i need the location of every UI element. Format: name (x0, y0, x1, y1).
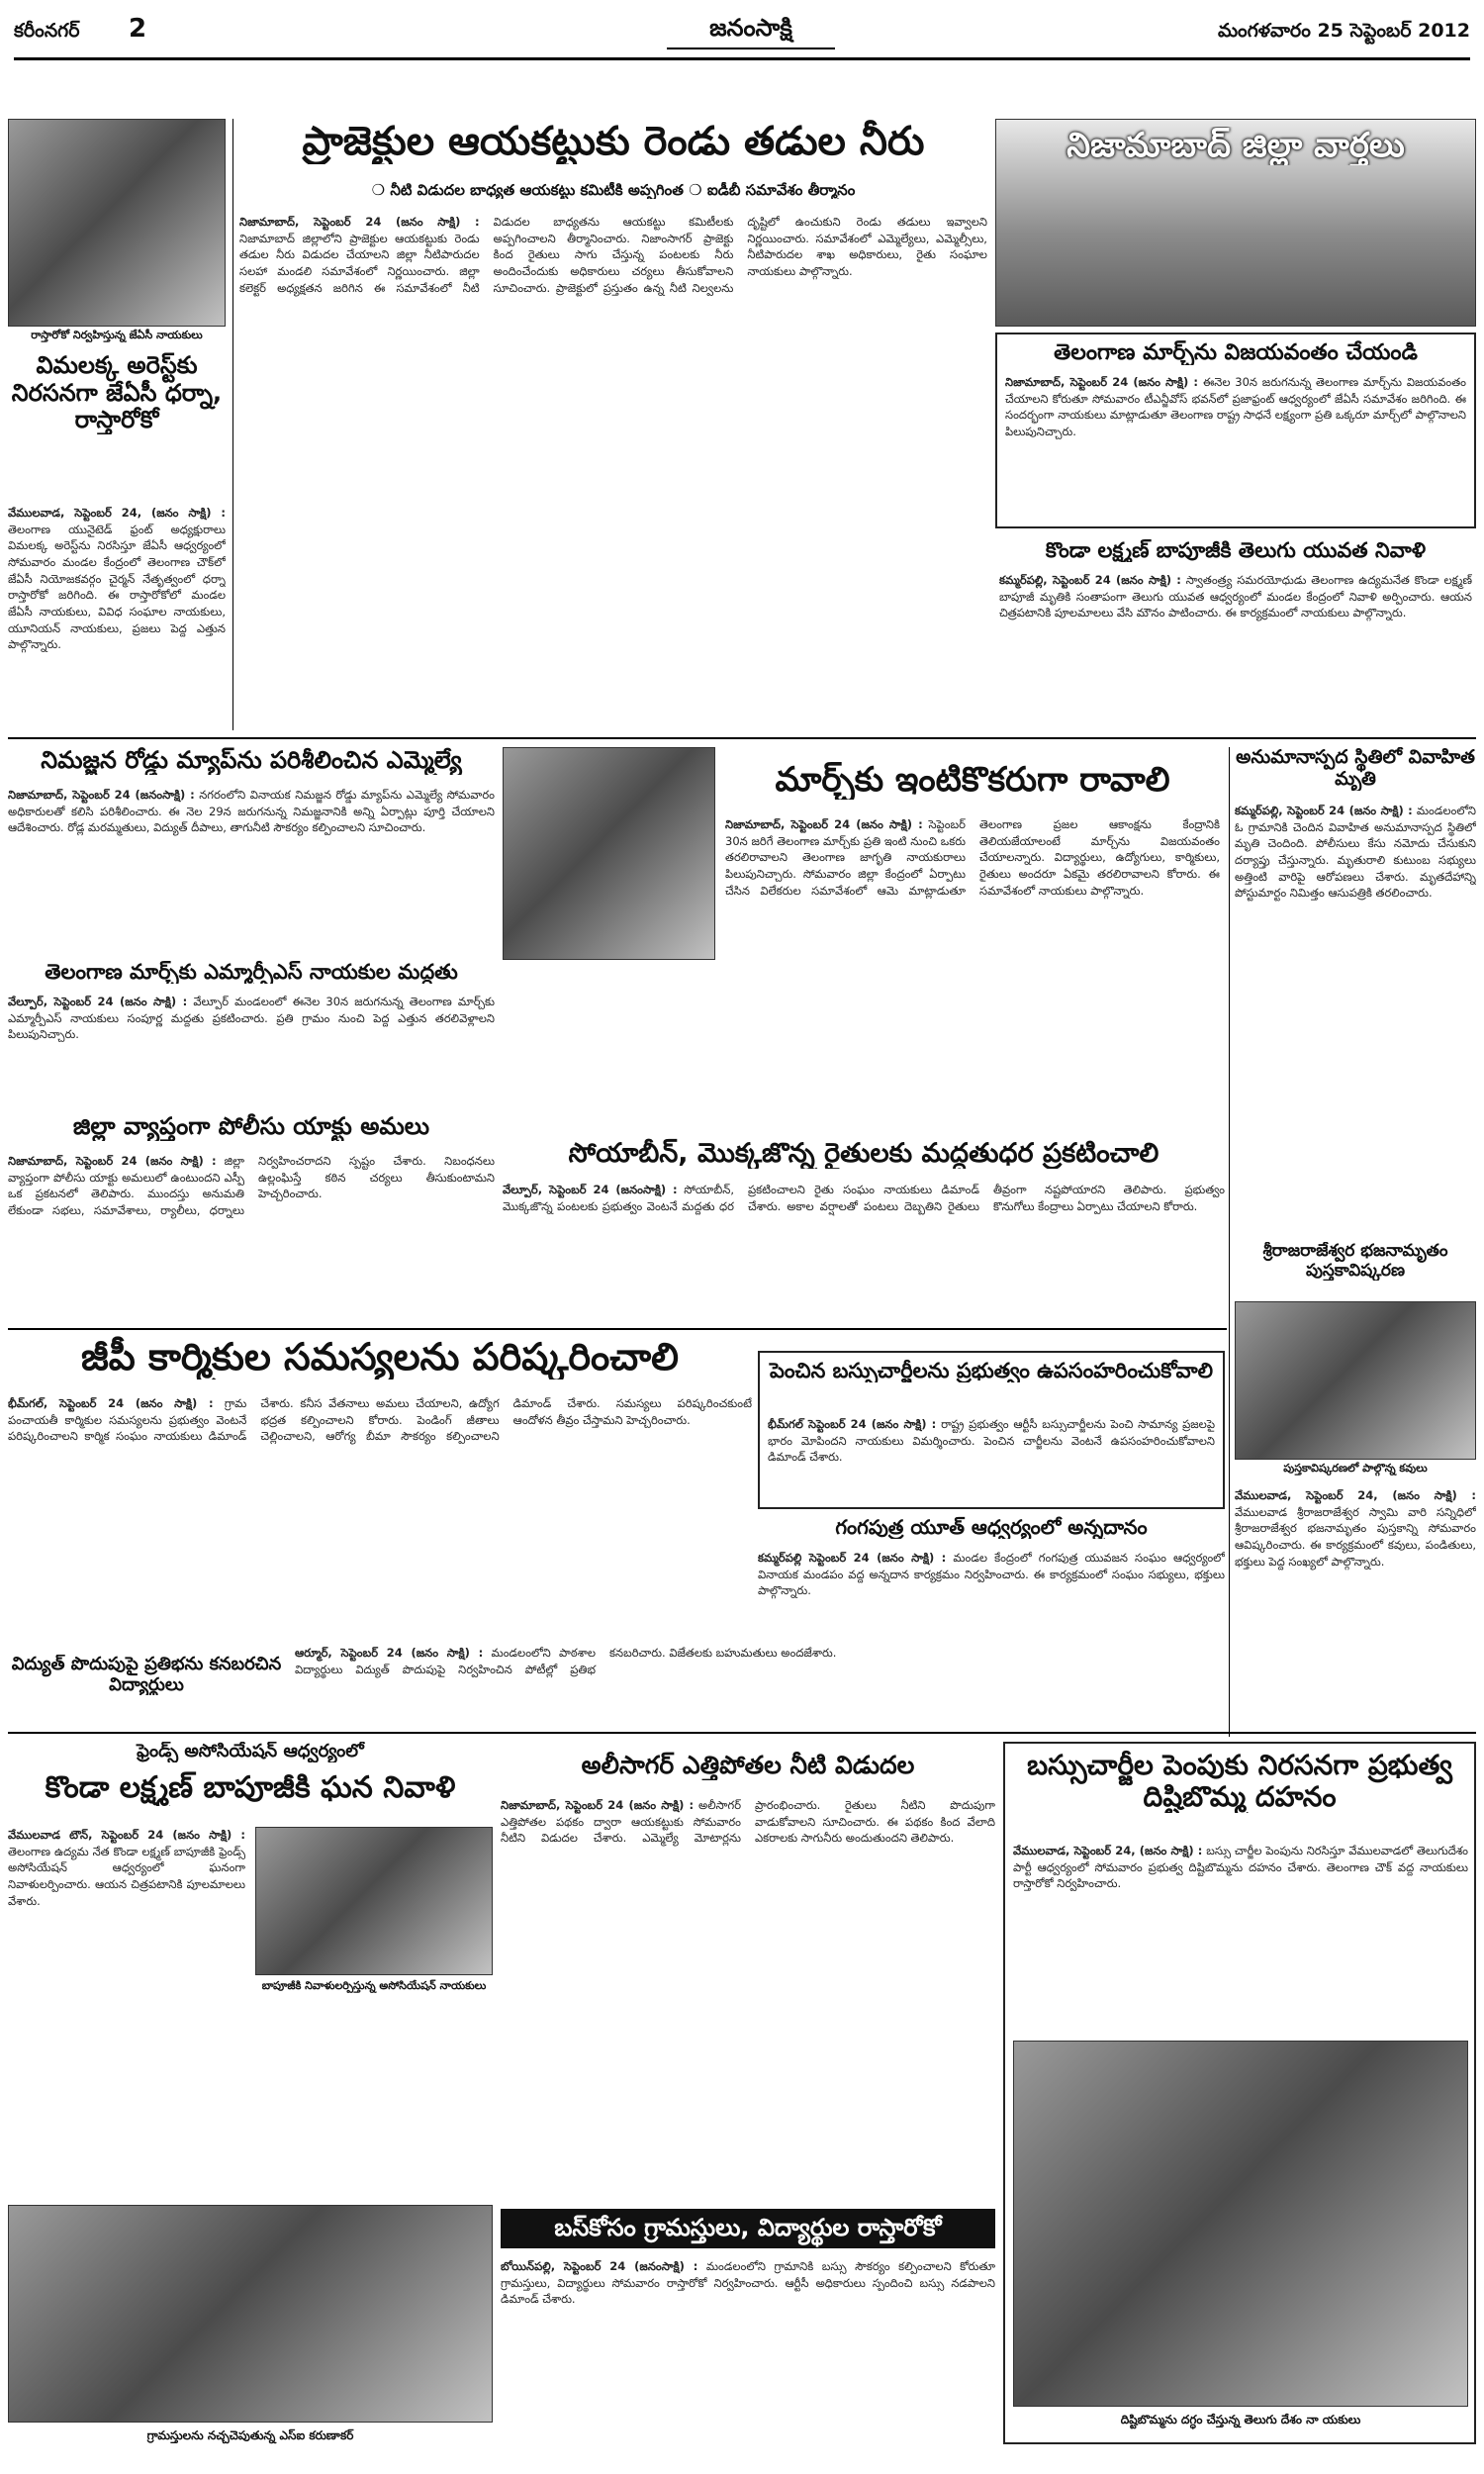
photo-caption: గ్రామస్తులను నచ్చచెపుతున్న ఎస్ఐ కరుణాకర్ (146, 2428, 354, 2442)
dateline: భీమ్‌గల్ సెప్టెంబర్ 24 (జనం సాక్షి) : (768, 1417, 937, 1431)
story-headline: నిమజ్జన రోడ్డు మ్యాప్‌ను పరిశీలించిన ఎమ్మెల్యే (41, 747, 462, 774)
body-text: జిల్లా వ్యాప్తంగా పోలీసు యాక్టు అమలులో ఉంటుందని ఎస్పీ ఒక ప్రకటనలో తెలిపారు. ముందస్తు అనుమతి లేకుండా సభలు, సమావేశాలు, ర్యాలీలు, ధర్నాలు నిర్వహించరాదని స్పష్టం చేశారు. నిబంధనలు ఉల్లంఘిస్తే కఠిన చర్యలు తీసుకుంటామని హెచ్చరించారు. (8, 1154, 495, 1218)
dateline: వేములవాడ, సెప్టెంబర్ 24, (జనం సాక్షి) : (8, 506, 226, 520)
story-friends-association-tribute (8, 1742, 493, 2197)
story-headline: పెంచిన బస్సుచార్జీలను ప్రభుత్వం ఉపసంహరించుకోవాలి (769, 1359, 1214, 1382)
dateline: వేములవాడ, సెప్టెంబర్ 24, (జనం సాక్షి) : (1235, 1488, 1476, 1502)
story-power-saving-students (8, 1645, 1227, 1724)
story-bapuji-tribute (995, 534, 1476, 730)
story-soybean-maize (503, 1138, 1225, 1326)
dateline: వేములవాడ టౌన్, సెప్టెంబర్ 24 (జనం సాక్షి) : (8, 1828, 245, 1842)
dateline: ఆర్మూర్, సెప్టెంబర్ 24 (జనం సాక్షి) : (295, 1646, 484, 1660)
story-headline: బస్సుచార్జీల పెంపుకు నిరసనగా ప్రభుత్వ దిష్టిబొమ్మ దహనం (1027, 1750, 1452, 1814)
district-news-banner (995, 119, 1476, 327)
masthead-date: మంగళవారం 25 సెప్టెంబర్ 2012 (1217, 20, 1470, 42)
body-text: మండలంలోని పాఠశాల విద్యార్థులు విద్యుత్ పొదుపుపై నిర్వహించిన పోటీల్లో ప్రతిభ కనబరిచారు. విజేతలకు బహుమతులు అందజేశారు. (295, 1646, 837, 1676)
story-body (758, 1550, 1225, 1635)
story-body (1013, 1843, 1468, 2031)
book-release-headline: శ్రీరాజరాజేశ్వర భజనామృతం పుస్తకావిష్కరణ (1262, 1242, 1448, 1281)
dateline: కమ్మర్‌పల్లి, సెప్టెంబర్ 24 (జనం సాక్షి) : (999, 573, 1181, 587)
photo-caption: రాస్తారోకో నిర్వహిస్తున్న జేఏసీ నాయకులు (31, 329, 203, 341)
story-headline: సోయాబీన్, మొక్కజొన్న రైతులకు మద్దతుధర ప్రకటించాలి (568, 1138, 1159, 1169)
protest-photo (8, 119, 226, 327)
story-headline: తెలంగాణ మార్చ్‌కు ఎమ్మార్పీఎస్ నాయకుల మద్దతు (45, 960, 458, 984)
dateline: నిజామాబాద్, సెప్టెంబర్ 24 (జనం సాక్షి) : (1005, 375, 1198, 389)
story-married-woman-death (1235, 747, 1476, 1737)
newspaper-logo: జనంసాక్షి (667, 14, 835, 49)
story-headline: జీపీ కార్మికుల సమస్యలను పరిష్కరించాలి (80, 1336, 680, 1379)
story-headline: అనుమానాస్పద స్థితిలో వివాహిత మృతి (1236, 747, 1475, 790)
masthead (14, 8, 1470, 55)
body-text: గ్రామ పంచాయతీ కార్మికుల సమస్యలను ప్రభుత్వం వెంటనే పరిష్కరించాలని కార్మిక సంఘం నాయకులు డిమాండ్ చేశారు. కనీస వేతనాలు అమలు చేయాలని, ఉద్యోగ భద్రత కల్పించాలని కోరారు. పెండింగ్ జీతాలు చెల్లించాలని, ఆరోగ్య బీమా సౌకర్యం కల్పించాలని డిమాండ్ చేశారు. సమస్యలు పరిష్కరించకుంటే ఆందోళన తీవ్రం చేస్తామని హెచ్చరించారు. (8, 1396, 752, 1444)
story-mrps-support (8, 960, 495, 1108)
photo-caption: బాపూజీకి నివాళులర్పిస్తున్న అసోసియేషన్ నాయకులు (261, 1979, 487, 1992)
story-headline: అలీసాగర్ ఎత్తిపోతల నీటి విడుదల (581, 1752, 915, 1779)
story-kicker: ఫ్రెండ్స్ అసోసియేషన్ ఆధ్వర్యంలో (137, 1742, 364, 1761)
story-bus-charge-rollback (758, 1351, 1225, 1509)
story-body (295, 1645, 1225, 1722)
column-divider (1229, 747, 1230, 1737)
dateline: కమ్మర్‌పల్లి, సెప్టెంబర్ 24 (జనం సాక్షి) : (1235, 804, 1413, 817)
story-immersion-road (8, 747, 495, 955)
body-text: మండలంలోని గ్రామానికి బస్సు సౌకర్యం కల్పించాలని కోరుతూ గ్రామస్తులు, విద్యార్థులు సోమవారం రాస్తారోకో నిర్వహించారు. ఆర్టీసీ అధికారులు స్పందించి బస్సు నడపాలని డిమాండ్ చేశారు. (501, 2259, 995, 2307)
page-number: 2 (129, 14, 147, 44)
body-text: సెప్టెంబర్ 30న జరిగే తెలంగాణ మార్చ్‌కు ప్రతి ఇంటి నుంచి ఒకరు తరలిరావాలని తెలంగాణ జాగృతి నాయకురాలు పిలుపునిచ్చారు. సోమవారం జిల్లా కేంద్రంలో ఏర్పాటు చేసిన విలేకరుల సమావేశంలో ఆమె మాట్లాడుతూ తెలంగాణ ప్రజల ఆకాంక్షను కేంద్రానికి తెలియజేయాలంటే మార్చ్‌ను విజయవంతం చేయాలన్నారు. విద్యార్థులు, ఉద్యోగులు, కార్మికులు, రైతులు అందరూ ఏకమై తరలిరావాలని కోరారు. ఈ సమావేశంలో నాయకులు పాల్గొన్నారు. (725, 817, 1220, 898)
story-body-top (725, 816, 1220, 960)
book-release-photo (1235, 1301, 1476, 1460)
story-body (8, 505, 226, 727)
effigy-photo (1013, 2041, 1468, 2407)
story-bus-rastaroko (8, 2205, 995, 2452)
section-divider (8, 1328, 1227, 1330)
body-text: తెలంగాణ ఉద్యమ నేత కొండా లక్ష్మణ్ బాపూజీకి ఫ్రెండ్స్ అసోసియేషన్ ఆధ్వర్యంలో ఘనంగా నివాళులర్పించారు. ఆయన చిత్రపటానికి పూలమాలలు వేశారు. (8, 1844, 245, 1908)
body-text: సోయాబీన్, మొక్కజొన్న పంటలకు ప్రభుత్వం వెంటనే మద్దతు ధర ప్రకటించాలని రైతు సంఘం నాయకులు డిమాండ్ చేశారు. అకాల వర్షాలతో పంటలు దెబ్బతిని రైతులు తీవ్రంగా నష్టపోయారని తెలిపారు. ప్రభుత్వం కొనుగోలు కేంద్రాలు ఏర్పాటు చేయాలని కోరారు. (503, 1183, 1225, 1213)
body-text: మండల కేంద్రంలో గంగపుత్ర యువజన సంఘం ఆధ్వర్యంలో వినాయక మండపం వద్ద అన్నదాన కార్యక్రమం నిర్వహించారు. ఈ కార్యక్రమంలో సంఘం సభ్యులు, భక్తులు పాల్గొన్నారు. (758, 1551, 1225, 1598)
body-text: రాష్ట్ర ప్రభుత్వం ఆర్టీసీ బస్సుచార్జీలను పెంచి సామాన్య ప్రజలపై భారం మోపిందని నాయకులు విమర్శించారు. పెంచిన చార్జీలను వెంటనే ఉపసంహరించుకోవాలని డిమాండ్ చేశారు. (768, 1417, 1215, 1465)
dateline: భీమ్‌గల్, సెప్టెంబర్ 24 (జనం సాక్షి) : (8, 1396, 214, 1410)
tribute-photo (255, 1827, 493, 1975)
story-project-water (239, 119, 987, 730)
body-text: వేములవాడ శ్రీరాజరాజేశ్వర స్వామి వారి సన్నిధిలో శ్రీరాజరాజేశ్వర భజనామృతం పుస్తకాన్ని సోమవారం ఆవిష్కరించారు. ఈ కార్యక్రమంలో కవులు, పండితులు, భక్తులు పెద్ద సంఖ్యలో పాల్గొన్నారు. (1235, 1504, 1476, 1569)
lead-subhead: ❍ నీటి విడుదల బాధ్యత ఆయకట్టు కమిటీకి అప్పగింత ❍ ఐడీబీ సమావేశం తీర్మానం (371, 182, 856, 199)
story-headline: బస్‌కోసం గ్రామస్తులు, విద్యార్థుల రాస్తారోకో (501, 2209, 995, 2248)
dateline: కమ్మర్‌పల్లి సెప్టెంబర్ 24 (జనం సాక్షి) : (758, 1551, 947, 1565)
dateline: బోయిన్‌పల్లి, సెప్టెంబర్ 24 (జనంసాక్షి) : (501, 2259, 698, 2273)
story-headline: కొండా లక్ష్మణ్ బాపూజీకి ఘన నివాళి (45, 1771, 456, 1805)
story-body (1235, 803, 1476, 1238)
lead-body (239, 214, 987, 728)
body-text: ఈనెల 30న జరుగనున్న తెలంగాణ మార్చ్‌ను విజయవంతం చేయాలని కోరుతూ సోమవారం టీఎన్జీవోస్ భవన్‌లో ప్రజాఫ్రంట్ ఆధ్వర్యంలో జేఏసీ సమావేశం జరిగింది. ఈ సందర్భంగా నాయకులు మాట్లాడుతూ తెలంగాణ రాష్ట్ర సాధనే లక్ష్యంగా ప్రతి ఒక్కరూ మార్చ్‌లో పాల్గొనాలని పిలుపునిచ్చారు. (1005, 375, 1466, 439)
story-alisagar-lift (501, 1742, 995, 2197)
masthead-divider (14, 57, 1470, 60)
photo-caption: పుస్తకావిష్కరణలో పాల్గొన్న కవులు (1283, 1462, 1428, 1475)
dateline: నిజామాబాద్, సెప్టెంబర్ 24 (జనం సాక్షి) : (239, 215, 480, 229)
dateline: వేల్పూర్, సెప్టెంబర్ 24 (జనం సాక్షి) : (8, 995, 188, 1008)
story-gp-workers (8, 1336, 752, 1638)
story-body (1005, 374, 1466, 523)
body-text: వేల్పూర్ మండలంలో ఈనెల 30న జరుగనున్న తెలంగాణ మార్చ్‌కు ఎమ్మార్పీఎస్ నాయకులు సంపూర్ణ మద్దతు ప్రకటించారు. ప్రతి గ్రామం నుంచి పెద్ద ఎత్తున తరలివెళ్లాలని పిలుపునిచ్చారు. (8, 995, 495, 1042)
story-effigy-burning (1003, 1742, 1476, 2444)
story-headline: విమలక్క అరెస్ట్‌కు నిరసనగా జేఏసీ ధర్నా, రాస్తారోకో (11, 352, 223, 434)
speaker-photo (503, 747, 715, 960)
body-text: నిజామాబాద్ జిల్లాలోని ప్రాజెక్టుల ఆయకట్టుకు రెండు తడుల నీరు విడుదల చేయాలని జిల్లా నీటిపారుదల సలహా మండలి సమావేశంలో నిర్ణయించారు. జిల్లా కలెక్టర్ అధ్యక్షతన జరిగిన ఈ సమావేశంలో నీటి విడుదల బాధ్యతను ఆయకట్టు కమిటీలకు అప్పగించాలని తీర్మానించారు. నిజాంసాగర్ ప్రాజెక్టు కింద రైతులు సాగు చేస్తున్న పంటలకు నీరు అందించేందుకు అధికారులు చర్యలు తీసుకోవాలని సూచించారు. ప్రాజెక్టులో ప్రస్తుతం ఉన్న నీటి నిల్వలను దృష్టిలో ఉంచుకుని రెండు తడులు ఇవ్వాలని నిర్ణయించారు. సమావేశంలో ఎమ్మెల్యేలు, ఎమ్మెల్సీలు, నీటిపారుదల శాఖ అధికారులు, రైతు సంఘాల నాయకులు పాల్గొన్నారు. (239, 215, 987, 295)
dateline: వేములవాడ, సెప్టెంబర్ 24, (జనం సాక్షి) : (1013, 1844, 1203, 1857)
masthead-location: కరీంనగర్ (14, 20, 80, 42)
story-body (8, 1153, 495, 1319)
story-body (8, 994, 495, 1106)
dateline: వేల్పూర్, సెప్టెంబర్ 24 (జనంసాక్షి) : (503, 1183, 678, 1196)
body-text: తెలంగాణ యునైటెడ్ ఫ్రంట్ అధ్యక్షురాలు విమలక్క అరెస్ట్‌ను నిరసిస్తూ జేఏసీ ఆధ్వర్యంలో సోమవారం మండల కేంద్రంలో తెలంగాణ చౌక్‌లో జేఏసీ నియోజకవర్గం చైర్మన్ నేతృత్వంలో ధర్నా రాస్తారోకో జరిగింది. ఈ రాస్తారోకోలో మండల జేఏసీ నాయకులు, వివిధ సంఘాల నాయకులు, యూనియన్ నాయకులు, ప్రజలు పెద్ద ఎత్తున పాల్గొన్నారు. (8, 522, 226, 652)
story-headline: విద్యుత్ పొదుపుపై ప్రతిభను కనబరచిన విద్యార్థులు (11, 1655, 282, 1695)
story-body (8, 1395, 752, 1636)
story-telangana-march (995, 333, 1476, 528)
body-text: అలీసాగర్ ఎత్తిపోతల పథకం ద్వారా ఆయకట్టుకు సోమవారం నీటిని విడుదల చేశారు. ఎమ్మెల్యే మోటార్లను ప్రారంభించారు. రైతులు నీటిని పొదుపుగా వాడుకోవాలని సూచించారు. ఈ పథకం కింద వేలాది ఎకరాలకు సాగునీరు అందుతుందని తెలిపారు. (501, 1798, 995, 1846)
body-text: స్వాతంత్ర్య సమరయోధుడు తెలంగాణ ఉద్యమనేత కొండా లక్ష్మణ్ బాపూజీ మృతికి సంతాపంగా తెలుగు యువత ఆధ్వర్యంలో మండల కేంద్రంలో నివాళి అర్పించారు. ఆయన చిత్రపటానికి పూలమాలలు వేసి మౌనం పాటించారు. ఈ కార్యక్రమంలో నాయకులు పాల్గొన్నారు. (999, 573, 1472, 620)
story-body (503, 1182, 1225, 1324)
villagers-photo (8, 2205, 493, 2423)
section-divider (8, 1732, 1476, 1734)
story-headline: తెలంగాణ మార్చ్‌ను విజయవంతం చేయండి (1054, 340, 1418, 365)
story-headline: గంగపుత్ర యూత్ ఆధ్వర్యంలో అన్నదానం (835, 1516, 1148, 1539)
banner-title: నిజామాబాద్ జిల్లా వార్తలు (1067, 127, 1405, 165)
body-text: మండలంలోని ఓ గ్రామానికి చెందిన వివాహిత అనుమానాస్పద స్థితిలో మృతి చెందింది. పోలీసులు కేసు నమోదు చేసుకుని దర్యాప్తు చేస్తున్నారు. మృతురాలి కుటుంబ సభ్యులు అత్తింటి వారిపై ఆరోపణలు చేశారు. మృతదేహాన్ని పోస్టుమార్టం నిమిత్తం ఆసుపత్రికి తరలించారు. (1235, 804, 1476, 901)
story-body (501, 1797, 995, 2193)
book-release-body (1235, 1487, 1476, 1733)
story-body (768, 1416, 1215, 1505)
lead-headline: ప్రాజెక్టుల ఆయకట్టుకు రెండు తడుల నీరు (302, 119, 925, 164)
column-divider (232, 119, 233, 730)
story-headline: కొండా లక్ష్మణ్ బాపూజీకి తెలుగు యువత నివాళి (1045, 538, 1427, 562)
story-gangaputra-annadanam (758, 1514, 1225, 1638)
story-police-act (8, 1113, 495, 1321)
story-headline: మార్చ్‌కు ఇంటికొకరుగా రావాలి (775, 761, 1170, 800)
story-body (999, 572, 1472, 726)
story-march-household (503, 747, 1225, 1133)
story-body (8, 787, 495, 953)
dateline: నిజామాబాద్, సెప్టెంబర్ 24 (జనంసాక్షి) : (8, 788, 195, 802)
story-body (501, 2258, 995, 2448)
dateline: నిజామాబాద్, సెప్టెంబర్ 24 (జనం సాక్షి) : (8, 1154, 217, 1168)
section-divider (8, 737, 1476, 739)
story-headline: జిల్లా వ్యాప్తంగా పోలీసు యాక్టు అమలు (72, 1113, 430, 1140)
body-text: నగరంలోని వినాయక నిమజ్జన రోడ్డు మ్యాప్‌ను ఎమ్మెల్యే సోమవారం అధికారులతో కలిసి పరిశీలించారు. ఈ నెల 29న జరుగనున్న నిమజ్జనానికి అన్ని ఏర్పాట్లు పూర్తి చేయాలని ఆదేశించారు. రోడ్ల మరమ్మతులు, విద్యుత్ దీపాలు, తాగునీటి సౌకర్యం కల్పించాలని సూచించారు. (8, 788, 495, 835)
dateline: నిజామాబాద్, సెప్టెంబర్ 24 (జనం సాక్షి) : (725, 817, 923, 831)
dateline: నిజామాబాద్, సెప్టెంబర్ 24 (జనం సాక్షి) : (501, 1798, 695, 1812)
photo-caption: దిష్టిబొమ్మను దగ్ధం చేస్తున్న తెలుగు దేశం నా యకులు (1120, 2413, 1361, 2426)
story-vimalakka-protest (8, 119, 226, 730)
body-text: బస్సు చార్జీల పెంపును నిరసిస్తూ వేములవాడలో తెలుగుదేశం పార్టీ ఆధ్వర్యంలో సోమవారం ప్రభుత్వ దిష్టిబొమ్మను దహనం చేశారు. తెలంగాణ చౌక్ వద్ద నాయకులు రాస్తారోకో నిర్వహించారు. (1013, 1844, 1468, 1891)
story-body (8, 1827, 245, 2195)
